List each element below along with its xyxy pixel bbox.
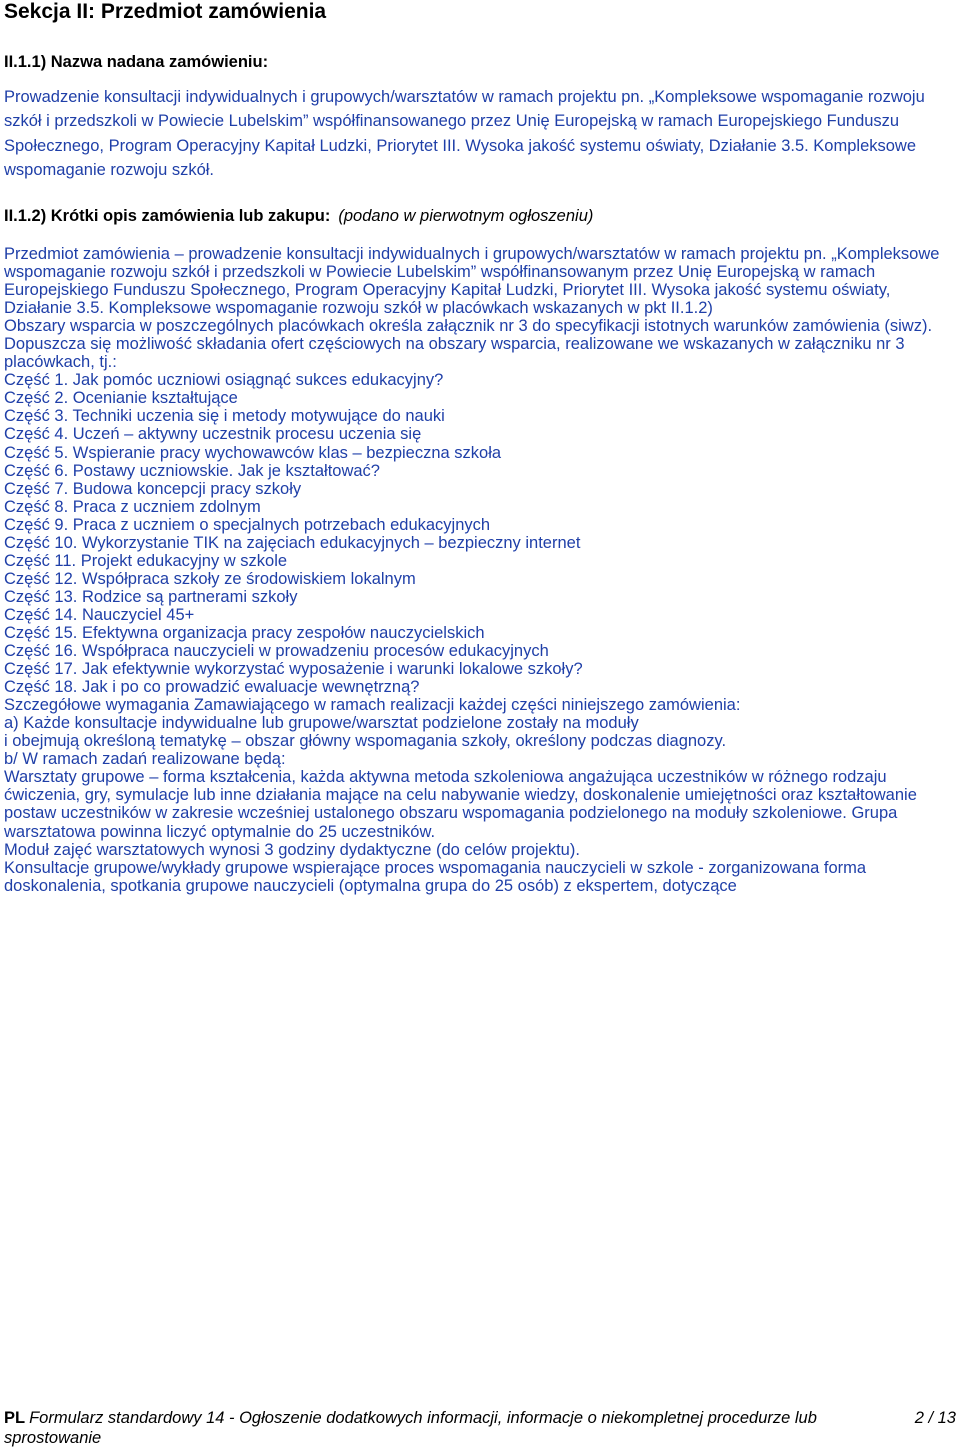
contract-name-text: Prowadzenie konsultacji indywidualnych i grupowych/warsztatów w ramach projektu pn. „Kompleksowe wspomaganie rozwoju szkół i przedszkoli w Powiecie Lubelskim” współfinansowanego przez Unię Europejską w ramach Europejskiego Funduszu Społecznego, Program Operacyjny Kapitał Ludzki, Priorytet III. Wysoka jakość systemu oświaty, Działanie 3.5. Kompleksowe wspomaganie rozwoju szkół. [4, 88, 925, 179]
description-heading-row [4, 206, 593, 226]
description-paragraph: Dopuszcza się możliwość składania ofert częściowych na obszary wsparcia, realizowane we wskazanych w załączniku nr 3 placówkach, tj.: [4, 335, 905, 372]
description-note: (podano w pierwotnym ogłoszeniu) [338, 207, 594, 225]
description-paragraph: Warsztaty grupowe – forma kształcenia, każda aktywna metoda szkoleniowa angażująca uczestników w różnego rodzaju ćwiczenia, gry, symulacje lub inne działania mające na celu nabywanie wiedzy, doskonalenie umiejętności oraz kształtowanie postaw uczestników w zakresie wcześniej ustalonego obszaru wspomagania podzielonego na moduły szkoleniowe. Grupa warsztatowa powinna liczyć optymalnie do 25 uczestników. [4, 768, 917, 841]
footer-form-info [4, 1408, 884, 1448]
description-paragraph: Część 11. Projekt edukacyjny w szkole [4, 551, 288, 570]
description-paragraph: Część 1. Jak pomóc uczniowi osiągnąć sukces edukacyjny? [4, 371, 444, 390]
description-paragraph: Część 2. Ocenianie kształtujące [4, 389, 238, 408]
description-paragraph: Część 9. Praca z uczniem o specjalnych potrzebach edukacyjnych [4, 515, 491, 534]
footer-form-name: Formularz standardowy 14 - Ogłoszenie dodatkowych informacji, informacje o niekompletnej procedurze lub sprostowanie [4, 1409, 817, 1447]
description-paragraph: Część 17. Jak efektywnie wykorzystać wyposażenie i warunki lokalowe szkoły? [4, 660, 583, 679]
description-paragraph: Obszary wsparcia w poszczególnych placówkach określa załącznik nr 3 do specyfikacji istotnych warunków zamówienia (siwz). [4, 317, 933, 336]
description-paragraph: Część 10. Wykorzystanie TIK na zajęciach edukacyjnych – bezpieczny internet [4, 533, 581, 552]
description-heading: II.1.2) Krótki opis zamówienia lub zakupu: [4, 207, 331, 225]
description-paragraph: Część 4. Uczeń – aktywny uczestnik procesu uczenia się [4, 425, 422, 444]
description-paragraph: Część 14. Nauczyciel 45+ [4, 605, 195, 624]
description-paragraph: Przedmiot zamówienia – prowadzenie konsultacji indywidualnych i grupowych/warsztatów w ramach projektu pn. „Kompleksowe wspomaganie rozwoju szkół i przedszkoli w Powiecie Lubelskim” współfinansowanym przez Unię Europejską w ramach Europejskiego Funduszu Społecznego, Program Operacyjny Kapitał Ludzki, Priorytet III. Wysoka jakość systemu oświaty, Działanie 3.5. Kompleksowe wspomaganie rozwoju szkół w placówkach wskazanych w pkt II.1.2) [4, 245, 940, 318]
description-paragraph: i obejmują określoną tematykę – obszar główny wspomagania szkoły, określony podczas diagnozy. [4, 732, 727, 751]
description-paragraph: Część 6. Postawy uczniowskie. Jak je kształtować? [4, 461, 380, 480]
description-body [4, 245, 956, 895]
page-number: 2 / 13 [914, 1409, 956, 1427]
description-paragraph: Część 13. Rodzice są partnerami szkoły [4, 587, 298, 606]
description-paragraph: Część 3. Techniki uczenia się i metody motywujące do nauki [4, 407, 445, 426]
description-paragraph: Moduł zajęć warsztatowych wynosi 3 godziny dydaktyczne (do celów projektu). [4, 840, 580, 859]
description-paragraph: a) Każde konsultacje indywidualne lub grupowe/warsztat podzielone zostały na moduły [4, 714, 639, 733]
description-paragraph: Część 7. Budowa koncepcji pracy szkoły [4, 479, 302, 498]
description-paragraph: Część 5. Wspieranie pracy wychowawców klas – bezpieczna szkoła [4, 443, 502, 462]
description-paragraph: Szczegółowe wymagania Zamawiającego w ramach realizacji każdej części niniejszego zamówienia: [4, 696, 741, 715]
name-heading: II.1.1) Nazwa nadana zamówieniu: [4, 53, 269, 71]
description-paragraph: Część 16. Współpraca nauczycieli w prowadzeniu procesów edukacyjnych [4, 642, 549, 661]
description-paragraph: b/ W ramach zadań realizowane będą: [4, 750, 286, 769]
description-paragraph: Konsultacje grupowe/wykłady grupowe wspierające proces wspomagania nauczycieli w szkole - zorganizowana forma doskonalenia, spotkania grupowe nauczycieli (optymalna grupa do 25 osób) z ekspertem, dotyczące [4, 858, 867, 895]
description-paragraph: Część 15. Efektywna organizacja pracy zespołów nauczycielskich [4, 623, 485, 642]
section-title: Sekcja II: Przedmiot zamówienia [4, 0, 327, 23]
description-paragraph: Część 18. Jak i po co prowadzić ewaluacje wewnętrzną? [4, 678, 420, 697]
footer-language: PL [4, 1409, 26, 1427]
description-paragraph: Część 8. Praca z uczniem zdolnym [4, 497, 261, 516]
description-paragraph: Część 12. Współpraca szkoły ze środowiskiem lokalnym [4, 569, 416, 588]
